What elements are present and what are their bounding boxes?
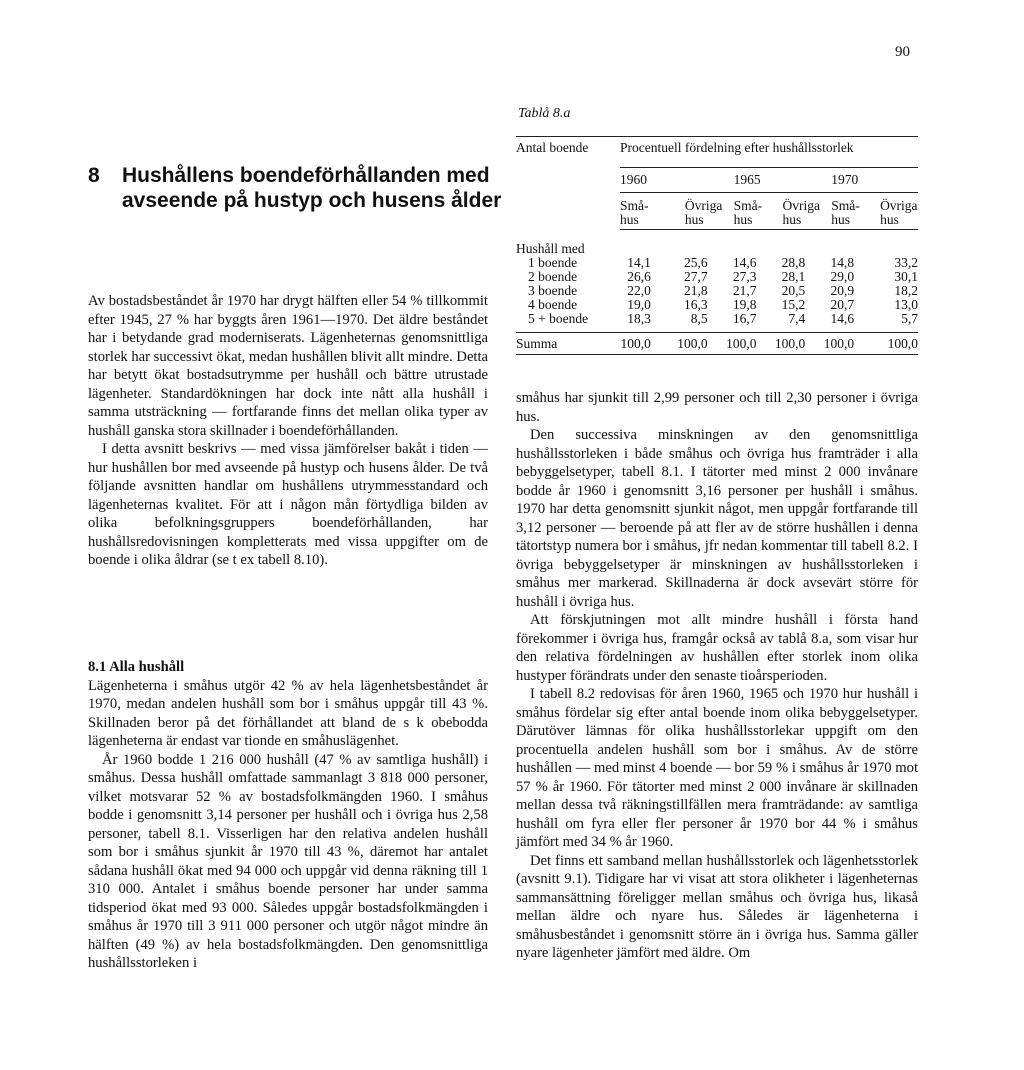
table-row: 3 boende 22,0 21,8 21,7 20,5 20,9 18,2	[528, 283, 918, 298]
year-header: 1970	[823, 168, 918, 193]
col-header: Små-	[733, 198, 763, 213]
col-header: Små-	[831, 198, 860, 213]
table-row: 2 boende 26,6 27,7 27,3 28,1 29,0 30,1	[528, 269, 918, 284]
paragraph: Att förskjutningen mot allt mindre hushåll i första hand förekommer i övriga hus, framgår också av tablå 8.a, som visar hur den relativa fördelningen av hushållen efter storlek inom olika hustyper förändrats under den senaste tioårsperioden.	[516, 612, 918, 684]
table-8a	[516, 106, 918, 355]
stub-header: Antal boende	[516, 140, 589, 155]
table-row: 1 boende 14,1 25,6 14,6 28,8 14,8 33,2	[528, 255, 918, 270]
paragraph: I detta avsnitt beskrivs — med vissa jämförelser bakåt i tiden — hur hushållen bor med avseende på hustyp och husens ålder. De två följande avsnitten handlar om hushållens utrymmesstandard och lägenheternas kvalitet. För att i någon mån förtydliga bilden av olika befolkningsgruppers boendeförhållanden, har hushållsredovisningen kompletterats med vissa uppgifter om de boende i olika åldrar (se t ex tabell 8.10).	[88, 441, 488, 568]
subsection-title: Alla hushåll	[109, 659, 185, 675]
paragraph: småhus har sjunkit till 2,99 personer och till 2,30 personer i övriga hus.	[516, 390, 918, 425]
year-header: 1960	[620, 168, 726, 193]
table-row: 4 boende 19,0 16,3 19,8 15,2 20,7 13,0	[528, 297, 918, 312]
table-total-row: Summa 100,0 100,0 100,0 100,0 100,0 100,0	[516, 333, 918, 355]
left-column-subsection	[88, 658, 488, 973]
section-number: 8	[88, 164, 100, 187]
paragraph: År 1960 bodde 1 216 000 hushåll (47 % av samtliga hushåll) i småhus. Dessa hushåll omfattade sammanlagt 3 818 000 personer, vilket motsvarar 52 % av bostadsfolkmängden 1960. I småhus bodde i genomsnitt 3,14 personer per hushåll och i övriga hus 2,58 personer, tabell 8.1. Visserligen har den relativa andelen hushåll som bor i småhus sjunkit år 1970 till 43 %, däremot har antalet sådana hushåll ökat med 94 000 och uppgår vid denna räkning till 1 310 000. Antalet i småhus boende personer har under samma tidsperiod ökat med 93 000. Således uppgår bostadsfolkmängden i småhus år 1970 till 3 911 000 personer och utgör något mindre än hälften (49 %) av hela bostadsfolkmängden. Den genomsnittliga hushållsstorleken i	[88, 751, 488, 971]
table-caption: Tablå 8.a	[518, 106, 571, 121]
paragraph: Den successiva minskningen av den genomsnittliga hushållsstorleken i både småhus och övriga hus framträder i alla bebyggelsetyper, tabell 8.1. I tätorter med minst 2 000 invånare bodde år 1960 i genomsnitt 3,16 personer per hushåll i småhus. 1970 har detta genomsnitt sjunkit något, men uppgår fortfarande till 3,12 personer — beroende på att fler av de större hushållen i denna tätortstyp numera bor i småhus, jfr nedan kommentar till tabell 8.2. I övriga bebyggelsetyper är minskningen av hushållsstorleken i småhus mer markerad. Skillnaderna är dock avsevärt större för hushåll i övriga hus.	[516, 427, 918, 610]
household-size-table: Antal boende Procentuell fördelning efter hushållsstorlek 1960 1965 1970 Små- hus Övriga hus Små- hus Övriga hus Små- hus Övriga hus Hushåll med 1 boende 14,1 25,6 14,6 28,8 14,8 33,2 2 boende 26,6 27,7 27,3 28,1 29,0 30,1 3 boende 22,0 21,8 21,7 20,5 20,9 18,2 4 boende 19,0 16,3 19,8 15,2 20,7 13,0 5 + boende 18,3 8,5 16,7 7,4 14,6 5,7 Summa 100,0 100,0 100,0 100,0 100,0 100,0	[516, 137, 918, 355]
spanner-header: Procentuell fördelning efter hushållsstorlek	[620, 137, 918, 168]
col-header: Övriga	[782, 198, 820, 213]
col-header: Övriga	[880, 198, 918, 213]
left-column-intro	[88, 292, 488, 570]
section-heading	[88, 163, 508, 213]
subsection-heading	[88, 658, 488, 677]
page-number: 90	[895, 44, 910, 60]
paragraph: Av bostadsbeståndet år 1970 har drygt hälften eller 54 % tillkommit efter 1945, 27 % har byggts åren 1961—1970. Det äldre beståndet har i betydande grad moderniserats. Lägenheternas genomsnittliga storlek har successivt ökat, medan hushållen blivit allt mindre. Detta har betytt ökat bostadsutrymme per hushåll och bättre utrustade lägenheter. Standardökningen har dock inte nått alla hushåll i samma utsträckning — fortfarande finns det mellan olika typer av hushåll ganska stora skillnader i boendeförhållanden.	[88, 293, 489, 439]
paragraph: Lägenheterna i småhus utgör 42 % av hela lägenhetsbeståndet år 1970, medan andelen hushåll som bor i småhus uppgår till 43 %. Skillnaden beror på det förhållandet att bland de s k obebodda lägenheterna är endast var tionde en småhuslägenhet.	[88, 677, 488, 749]
group-label: Hushåll med	[516, 241, 585, 256]
paragraph: Det finns ett samband mellan hushållsstorlek och lägenhetsstorlek (avsnitt 9.1). Tidigare har vi visat att stora olikheter i lägenheternas sammansättning föreligger mellan småhus och övriga hus, likaså mellan äldre och nyare hus. Således är lägenheterna i småhusbeståndet i genomsnitt större än i övriga hus. Samma gäller nyare lägenheter jämfört med äldre. Om	[516, 852, 918, 961]
table-row: 5 + boende 18,3 8,5 16,7 7,4 14,6 5,7	[528, 311, 918, 326]
col-header: Övriga	[684, 198, 723, 213]
col-header: Små-	[620, 198, 649, 213]
year-header: 1965	[726, 168, 824, 193]
right-column	[516, 389, 918, 963]
subsection-number: 8.1	[88, 659, 107, 675]
paragraph: I tabell 8.2 redovisas för åren 1960, 1965 och 1970 hur hushåll i småhus fördelar sig efter antal boende inom olika bebyggelsetyper. Därutöver lämnas för olika hushållsstorlekar uppgift om den procentuella andelen hushåll som bor i småhus. Av de större hushållen — med minst 4 boende — bor 59 % i småhus år 1970 mot 57 % år 1960. För tätorter med minst 2 000 invånare är skillnaden mellan dessa två räkningstillfällen mera framträdande: av samtliga hushåll om fyra eller fler personer år 1970 bor 44 % i småhus jämfört med 34 % år 1960.	[516, 686, 918, 850]
section-title: Hushållens boendeförhållanden med avseende på hustyp och husens ålder	[122, 164, 502, 212]
